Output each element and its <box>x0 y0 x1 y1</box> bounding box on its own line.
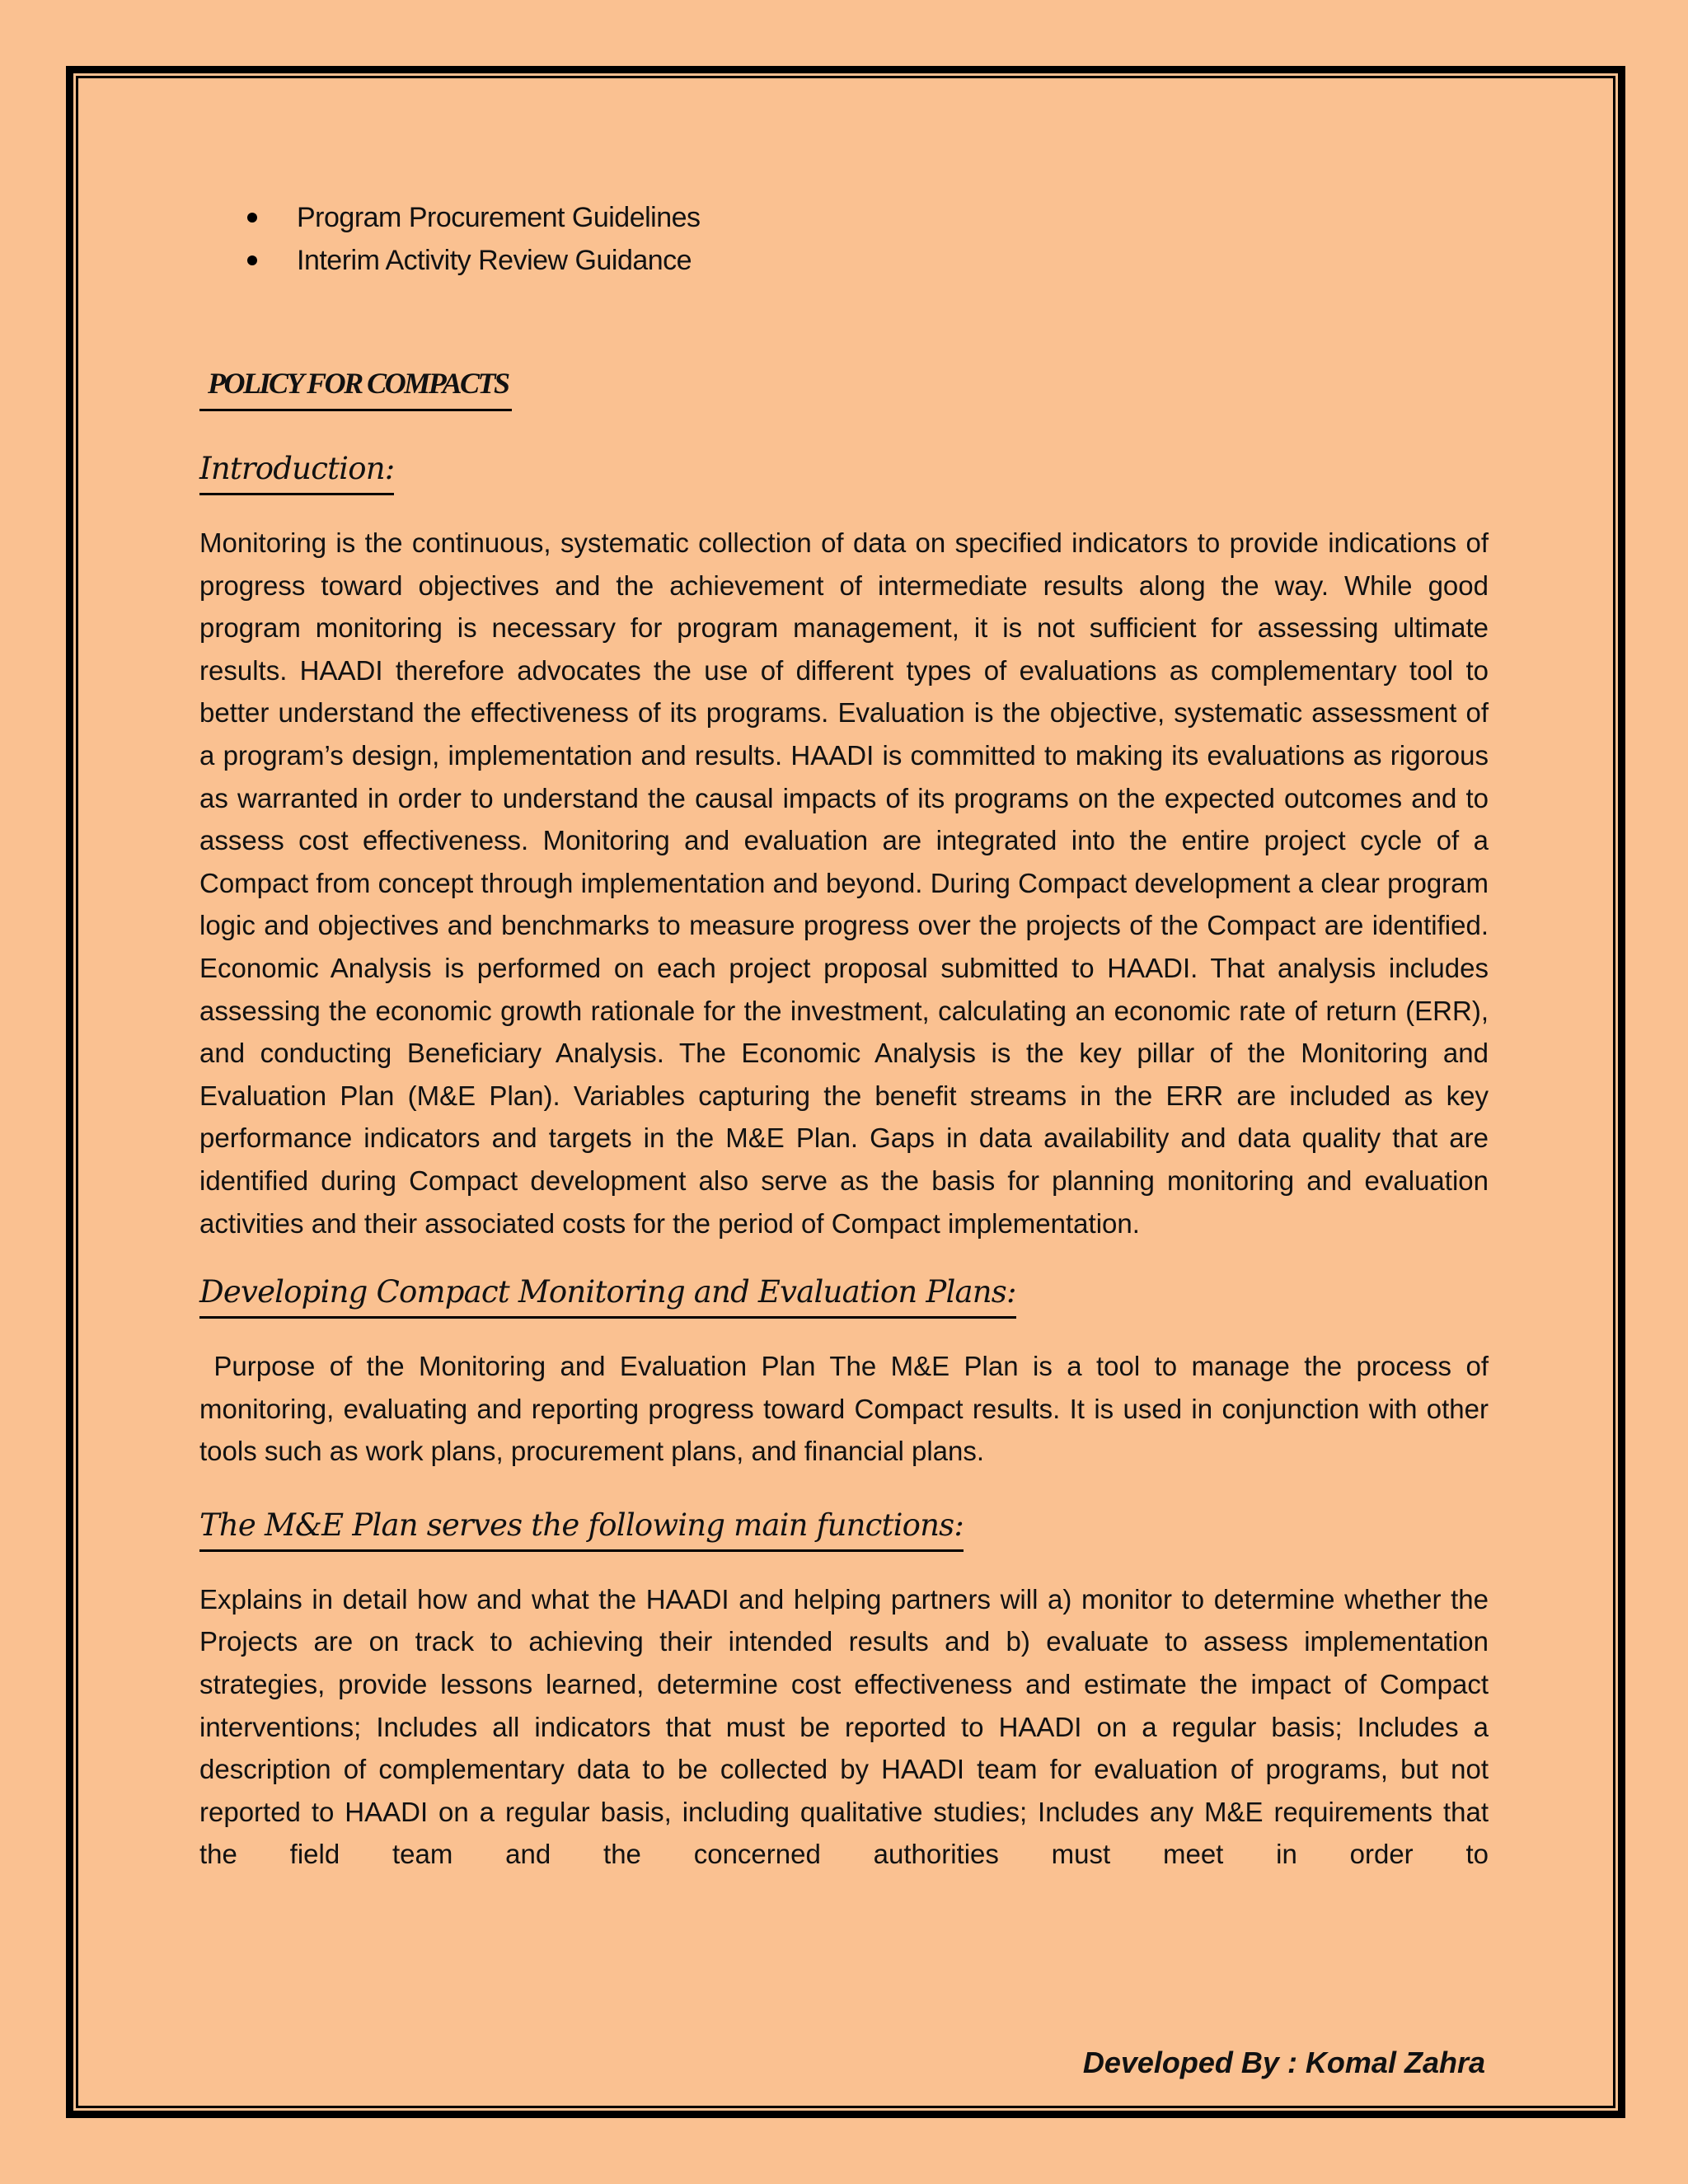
policy-title: POLICY FOR COMPACTS <box>199 366 512 411</box>
document-content <box>199 196 1497 1876</box>
introduction-paragraph: Monitoring is the continuous, systematic collection of data on specified indicators to provide indications of progress toward objectives and the achievement of intermediate results along the way. While good program monitoring is necessary for program management, it is not sufficient for assessing ultimate results. HAADI therefore advocates the use of different types of evaluations as complementary tool to better understand the effectiveness of its programs. Evaluation is the objective, systematic assessment of a program’s design, implementation and results. HAADI is committed to making its evaluations as rigorous as warranted in order to understand the causal impacts of its programs on the expected outcomes and to assess cost effectiveness. Monitoring and evaluation are integrated into the entire project cycle of a Compact from concept through implementation and beyond. During Compact development a clear program logic and objectives and benchmarks to measure progress over the projects of the Compact are identified. Economic Analysis is performed on each project proposal submitted to HAADI. That analysis includes assessing the economic growth rationale for the investment, calculating an economic rate of return (ERR), and conducting Beneficiary Analysis. The Economic Analysis is the key pillar of the Monitoring and Evaluation Plan (M&E Plan). Variables capturing the benefit streams in the ERR are included as key performance indicators and targets in the M&E Plan. Gaps in data availability and data quality that are identified during Compact development also serve as the basis for planning monitoring and evaluation activities and their associated costs for the period of Compact implementation. <box>199 527 1489 1239</box>
developing-plans-heading: Developing Compact Monitoring and Evaluation Plans: <box>199 1274 1016 1319</box>
main-functions-heading: The M&E Plan serves the following main functions: <box>199 1507 964 1552</box>
author-credit: Developed By : Komal Zahra <box>1082 2046 1485 2079</box>
bullet-item-procurement: Program Procurement Guidelines <box>297 196 1489 239</box>
bullet-item-review: Interim Activity Review Guidance <box>297 239 1489 282</box>
introduction-heading: Introduction: <box>199 451 394 495</box>
bullet-list <box>199 196 1489 282</box>
developing-plans-paragraph: Purpose of the Monitoring and Evaluation Plan The M&E Plan is a tool to manage the process of monitoring, evaluating and reporting progress toward Compact results. It is used in conjunction with other tools such as work plans, procurement plans, and financial plans. <box>199 1351 1497 1467</box>
main-functions-paragraph: Explains in detail how and what the HAADI and helping partners will a) monitor to determine whether the Projects are on track to achieving their intended results and b) evaluate to assess implementation strategies, provide lessons learned, determine cost effectiveness and estimate the impact of Compact interventions; Includes all indicators that must be reported to HAADI on a regular basis; Includes a description of complementary data to be collected by HAADI team for evaluation of programs, but not reported to HAADI on a regular basis, including qualitative studies; Includes any M&E requirements that the field team and the concerned authorities must meet in order to <box>199 1583 1489 1870</box>
